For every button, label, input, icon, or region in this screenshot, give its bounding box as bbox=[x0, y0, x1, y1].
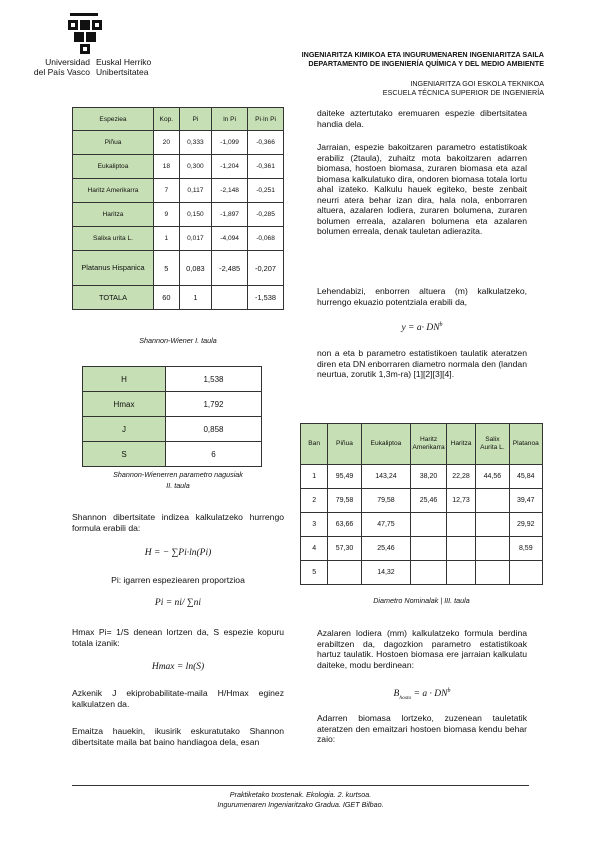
table-cell: 45,84 bbox=[509, 465, 542, 489]
table-header-cell: Haritz Amerikarra bbox=[411, 424, 447, 465]
table-cell: 1,792 bbox=[166, 392, 262, 417]
table-header-row bbox=[301, 424, 543, 465]
shannon-formula: H = − ∑Pi·ln(Pi) bbox=[144, 548, 212, 558]
table-cell: 38,20 bbox=[411, 465, 447, 489]
table-cell: -0,251 bbox=[248, 179, 284, 203]
left-paragraph-2: Pi: igarren espeziearen proportzioa bbox=[111, 575, 245, 585]
table-row bbox=[73, 227, 284, 251]
table-cell: 25,46 bbox=[411, 489, 447, 513]
table-cell bbox=[476, 537, 509, 561]
table-cell: 0,300 bbox=[179, 155, 211, 179]
department-name: INGENIARITZA KIMIKOA ETA INGURUMENAREN INGENIARITZA SAILA DEPARTAMENTO DE INGENIERÍA QUÍMICA Y DEL MEDIO AMBIENTE bbox=[301, 50, 544, 68]
table-header-cell: Pi·ln Pi bbox=[248, 108, 284, 131]
table-header-cell: Haritza bbox=[446, 424, 475, 465]
table-cell: 0,117 bbox=[179, 179, 211, 203]
table-cell bbox=[446, 513, 475, 537]
table-cell: -0,361 bbox=[248, 155, 284, 179]
nominal-diameter-table bbox=[300, 423, 543, 585]
table-cell: 44,56 bbox=[476, 465, 509, 489]
table-cell: -2,485 bbox=[212, 251, 248, 286]
table-cell: 7 bbox=[154, 179, 180, 203]
table-cell: 29,92 bbox=[509, 513, 542, 537]
table-cell: 79,58 bbox=[361, 489, 411, 513]
table-cell: 3 bbox=[301, 513, 328, 537]
table-cell bbox=[212, 286, 248, 310]
table-cell bbox=[476, 513, 509, 537]
table-header-cell: ln Pi bbox=[212, 108, 248, 131]
hmax-formula: Hmax = ln(S) bbox=[151, 662, 205, 672]
table-cell bbox=[411, 513, 447, 537]
table-cell: -1,897 bbox=[212, 203, 248, 227]
table-cell bbox=[411, 537, 447, 561]
table-row bbox=[301, 561, 543, 585]
table-header-cell: Pi bbox=[179, 108, 211, 131]
table-row bbox=[83, 442, 262, 467]
table-cell bbox=[476, 489, 509, 513]
table-row bbox=[301, 465, 543, 489]
table-cell: 0,150 bbox=[179, 203, 211, 227]
table-cell: 79,58 bbox=[328, 489, 361, 513]
right-paragraph-4: non a eta b parametro estatistikoen taulatik ateratzen diren eta DN enborraren diametro normala den (landan neurtua, zorutik 1,3m-ra) [1][2][3][4]. bbox=[317, 348, 527, 379]
proportion-formula: Pi = ni/ ∑ni bbox=[154, 598, 202, 608]
table1-caption: Shannon-Wiener I. taula bbox=[139, 336, 217, 345]
footer-divider bbox=[72, 785, 529, 786]
table-cell: 60 bbox=[154, 286, 180, 310]
table-cell: 47,75 bbox=[361, 513, 411, 537]
table-row bbox=[301, 537, 543, 561]
table-cell: 6 bbox=[166, 442, 262, 467]
table-cell: S bbox=[83, 442, 166, 467]
table-cell: -1,099 bbox=[212, 131, 248, 155]
university-name-es: Universidad del País Vasco bbox=[33, 57, 90, 77]
right-paragraph-5: Azalaren lodiera (mm) kalkulatzeko formula berdina erabiltzen da, dagozkion parametro estatistikoak hartuz taulatik. Hostoen biomasa ere jarraian kalkulatu daiteke, modu berdinean: bbox=[317, 628, 527, 670]
table-cell: -0,207 bbox=[248, 251, 284, 286]
table-header-cell: Piñua bbox=[328, 424, 361, 465]
table2-caption: Shannon-Wienerren parametro nagusiak II. taula bbox=[113, 470, 243, 490]
table-cell: 4 bbox=[301, 537, 328, 561]
right-paragraph-2: Jarraian, espezie bakoitzaren parametro estatistikoak erabiliz (2taula), zuhaitz mota bakoitzaren adarren biomasa, hostoen biomasa, zuraren biomasa eta azal biomasa kalkulatuko dira, ondoren biomasa totala lortu ahal izateko. Kalkulu hauek egiteko, beste zenbait neurri atera behar izan dira, hala nola, enborraren altuera, azalaren lodiera, zuraren bolumena, zuraren bolumen erreala, azalaren bolumena eta azalaren bolumen erreala, denak tauletan adierazita. bbox=[317, 142, 527, 236]
right-paragraph-6: Adarren biomasa lortzeko, zuzenean tauletatik ateratzen den emaitzari hostoen biomasa kendu behar zaio: bbox=[317, 713, 527, 744]
table-cell: 5 bbox=[154, 251, 180, 286]
table-cell: Piñua bbox=[73, 131, 154, 155]
table-cell: 1 bbox=[154, 227, 180, 251]
table-header-cell: Salix Aurita L. bbox=[476, 424, 509, 465]
table-cell: 12,73 bbox=[446, 489, 475, 513]
table-header-cell: Espeziea bbox=[73, 108, 154, 131]
table-header-row bbox=[73, 108, 284, 131]
table-cell: 22,28 bbox=[446, 465, 475, 489]
table-cell bbox=[446, 561, 475, 585]
table-cell: 1 bbox=[301, 465, 328, 489]
table-cell: -0,366 bbox=[248, 131, 284, 155]
table-row bbox=[83, 367, 262, 392]
table-row bbox=[73, 251, 284, 286]
table-cell: 2 bbox=[301, 489, 328, 513]
shannon-wiener-table bbox=[72, 107, 284, 310]
table-cell: -0,285 bbox=[248, 203, 284, 227]
table-cell: Salixa urita L. bbox=[73, 227, 154, 251]
table-cell bbox=[411, 561, 447, 585]
left-paragraph-1: Shannon dibertsitate indizea kalkulatzeko hurrengo formula erabili da: bbox=[72, 512, 284, 533]
table-cell: 1 bbox=[179, 286, 211, 310]
table-cell: 1,538 bbox=[166, 367, 262, 392]
table-cell: 9 bbox=[154, 203, 180, 227]
table-cell: 5 bbox=[301, 561, 328, 585]
leaf-biomass-formula: $B_{hosto} = a \cdot DN^b$ bbox=[393, 688, 451, 702]
right-paragraph-1: daiteke aztertutako eremuaren espezie dibertsitatea handia dela. bbox=[317, 108, 527, 129]
table-cell bbox=[476, 561, 509, 585]
table-cell bbox=[509, 561, 542, 585]
table-cell: 14,32 bbox=[361, 561, 411, 585]
table-header-cell: Kop. bbox=[154, 108, 180, 131]
table-row bbox=[73, 131, 284, 155]
table-cell: J bbox=[83, 417, 166, 442]
table-cell: 0,858 bbox=[166, 417, 262, 442]
table-header-cell: Ban bbox=[301, 424, 328, 465]
table-cell: 20 bbox=[154, 131, 180, 155]
table-header-cell: Platanoa bbox=[509, 424, 542, 465]
table-cell: -1,538 bbox=[248, 286, 284, 310]
table-cell: Haritz Amerikarra bbox=[73, 179, 154, 203]
height-formula: $y = a\cdot DN^b$ bbox=[401, 322, 443, 334]
table-cell: -4,094 bbox=[212, 227, 248, 251]
table-cell: 0,333 bbox=[179, 131, 211, 155]
table-header-cell: Eukaliptoa bbox=[361, 424, 411, 465]
table-row bbox=[73, 203, 284, 227]
table-cell: Eukaliptoa bbox=[73, 155, 154, 179]
school-name: INGENIARITZA GOI ESKOLA TEKNIKOA ESCUELA TÉCNICA SUPERIOR DE INGENIERÍA bbox=[382, 79, 544, 97]
table-cell: 0,083 bbox=[179, 251, 211, 286]
table-row bbox=[83, 417, 262, 442]
page-footer: Praktiketako txostenak. Ekologia. 2. kurtsoa. Ingurumenaren Ingeniaritzako Gradua. IGET Bilbao. bbox=[217, 790, 384, 809]
table-cell: 0,017 bbox=[179, 227, 211, 251]
table-cell: 63,66 bbox=[328, 513, 361, 537]
table-row bbox=[73, 286, 284, 310]
table-cell: Hmax bbox=[83, 392, 166, 417]
table-row bbox=[301, 489, 543, 513]
table-cell: 39,47 bbox=[509, 489, 542, 513]
table-cell: -2,148 bbox=[212, 179, 248, 203]
university-logo bbox=[62, 12, 106, 56]
table-cell: Haritza bbox=[73, 203, 154, 227]
left-paragraph-3: Hmax Pi= 1/S denean lortzen da, S espezie kopuru totala izanik: bbox=[72, 627, 284, 648]
table-cell bbox=[446, 537, 475, 561]
table-cell: -0,068 bbox=[248, 227, 284, 251]
table-row bbox=[73, 179, 284, 203]
left-paragraph-5: Emaitza hauekin, ikusirik eskuratutako Shannon dibertsitate maila bat baino handiagoa dela, esan bbox=[72, 726, 284, 747]
university-name-eu: Euskal Herriko Unibertsitatea bbox=[96, 57, 152, 77]
table-cell: 18 bbox=[154, 155, 180, 179]
table-cell: -1,204 bbox=[212, 155, 248, 179]
table-cell: TOTALA bbox=[73, 286, 154, 310]
table-cell: 95,49 bbox=[328, 465, 361, 489]
table-cell: H bbox=[83, 367, 166, 392]
table-cell bbox=[328, 561, 361, 585]
left-paragraph-4: Azkenik J ekiprobabilitate-maila H/Hmax eginez kalkulatzen da. bbox=[72, 688, 284, 709]
table-cell: 143,24 bbox=[361, 465, 411, 489]
table-row bbox=[73, 155, 284, 179]
table-row bbox=[83, 392, 262, 417]
table-cell: 25,46 bbox=[361, 537, 411, 561]
table3-caption: Diametro Nominalak | III. taula bbox=[373, 596, 470, 605]
table-cell: Platanus Hispanica bbox=[73, 251, 154, 286]
right-paragraph-3: Lehendabizi, enborren altuera (m) kalkulatzeko, hurrengo ekuazio potentziala erabili da, bbox=[317, 286, 527, 307]
table-row bbox=[301, 513, 543, 537]
table-cell: 8,59 bbox=[509, 537, 542, 561]
shannon-parameters-table bbox=[82, 366, 262, 467]
table-cell: 57,30 bbox=[328, 537, 361, 561]
